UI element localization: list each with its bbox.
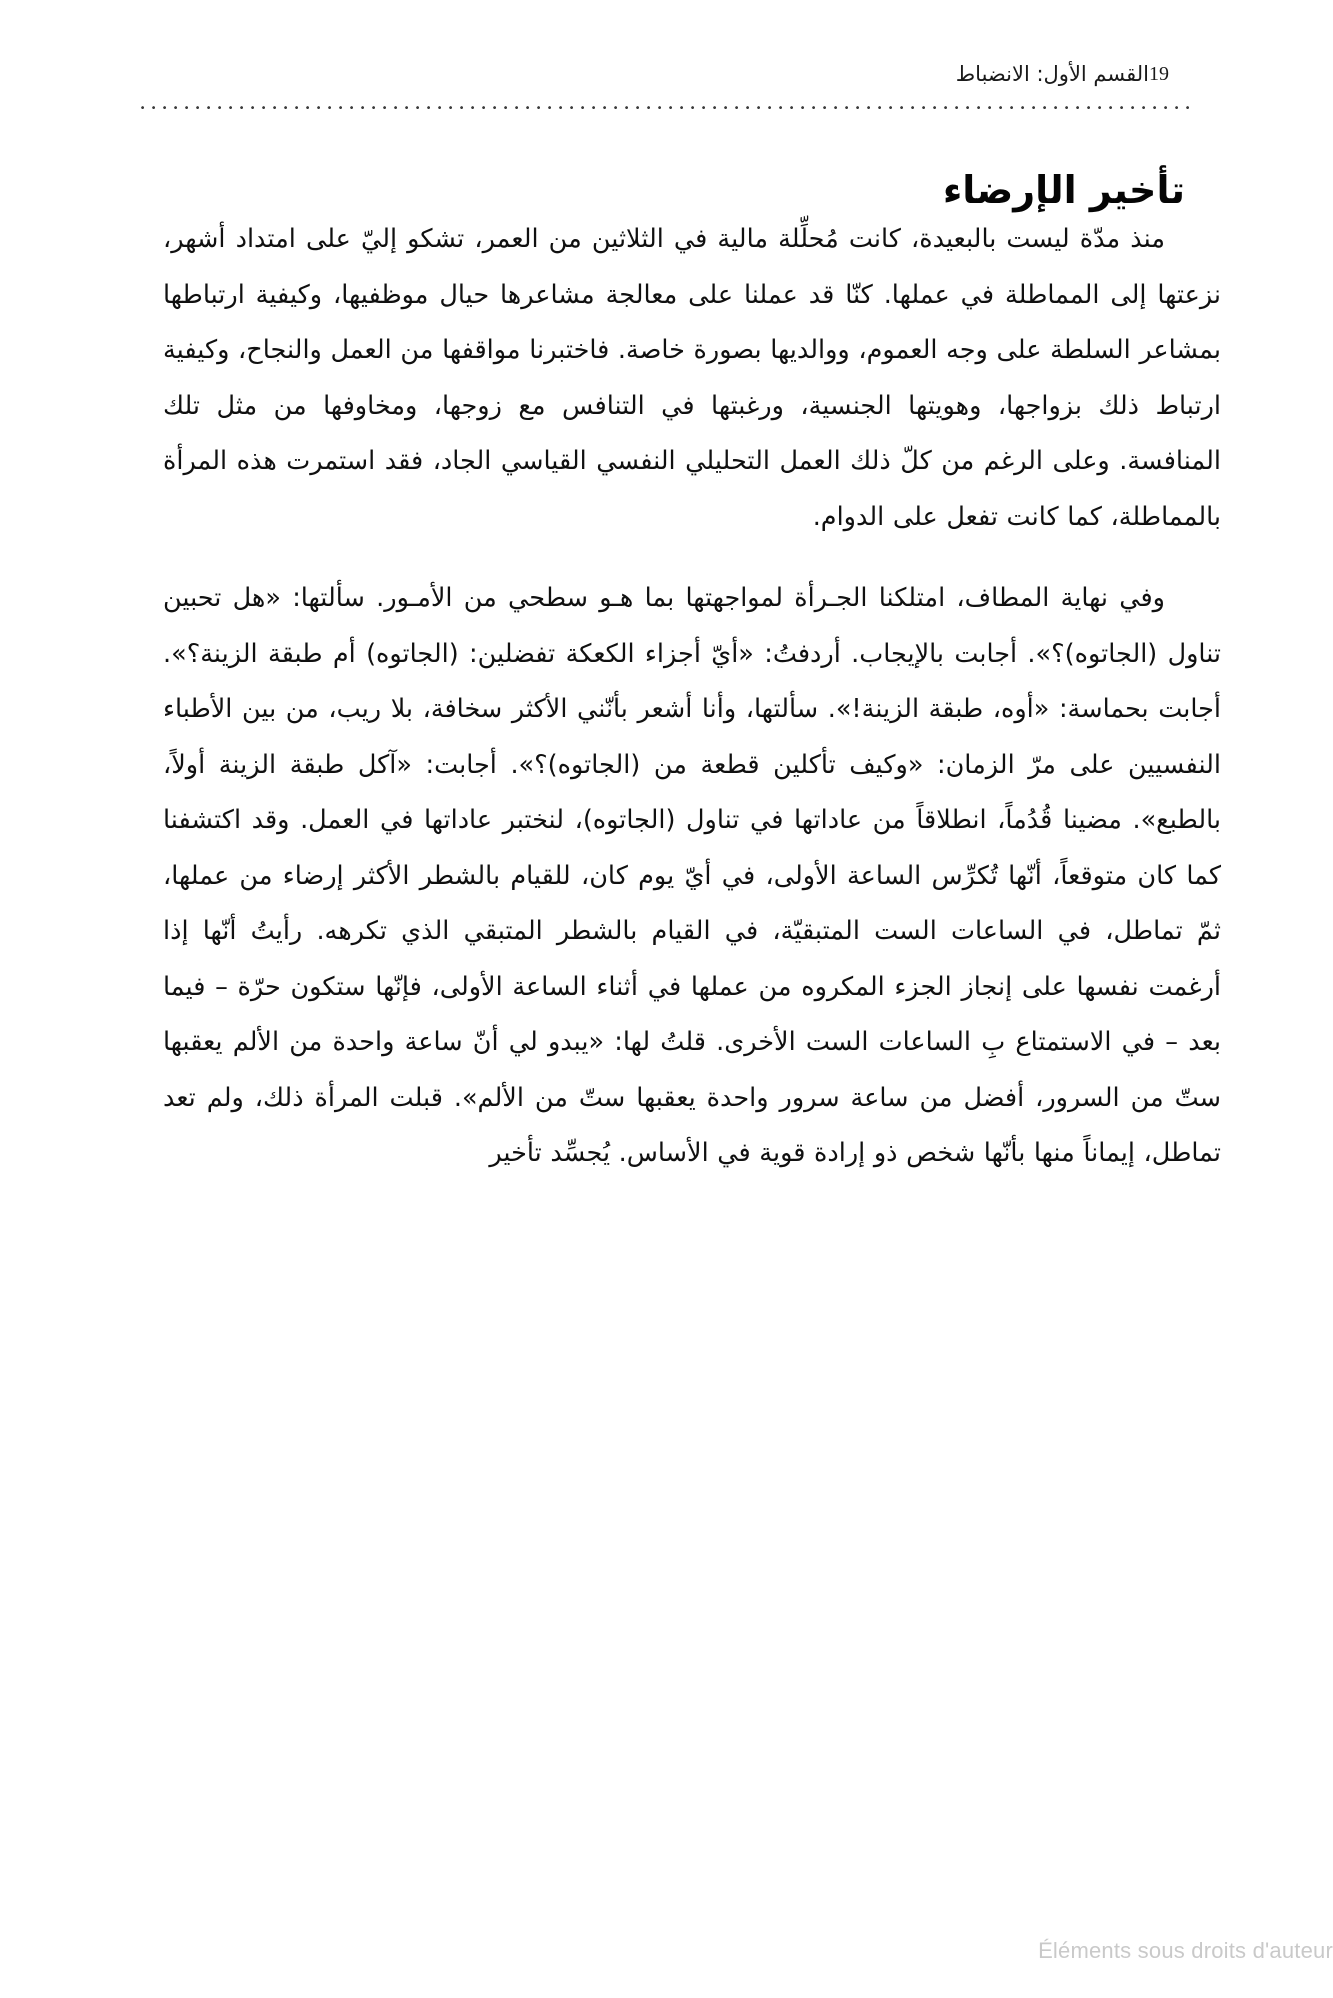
- body-text: [163, 212, 1221, 1182]
- copyright-watermark: Éléments sous droits d'auteur: [1038, 1938, 1333, 1963]
- page-title: تأخير الإرضاء: [942, 168, 1185, 213]
- paragraph-1: منذ مدّة ليست بالبعيدة، كانت مُحلِّلة مالية في الثلاثين من العمر، تشكو إليّ على امتداد أشهر، نزعتها إلى المماطلة في عملها. كنّا قد عملنا على معالجة مشاعرها حيال موظفيها، وكيفية ارتباطها بمشاعر السلطة على وجه العموم، ووالديها بصورة خاصة. فاختبرنا مواقفها من العمل والنجاح، وكيفية ارتباط ذلك بزواجها، وهويتها الجنسية، ورغبتها في التنافس مع زوجها، ومخاوفها من مثل تلك المنافسة. وعلى الرغم من كلّ ذلك العمل التحليلي النفسي القياسي الجاد، فقد استمرت هذه المرأة بالمماطلة، كما كانت تفعل على الدوام.: [163, 224, 1221, 532]
- running-head-title: القسم الأول: الانضباط: [955, 62, 1149, 86]
- paragraph-2: وفي نهاية المطاف، امتلكنا الجـرأة لمواجهتها بما هـو سطحي من الأمـور. سألتها: «هل تحبين تناول (الجاتوه)؟». أجابت بالإيجاب. أردفتُ: «أيّ أجزاء الكعكة تفضلين: (الجاتوه) أم طبقة الزينة؟». أجابت بحماسة: «أوه، طبقة الزينة!». سألتها، وأنا أشعر بأنّني الأكثر سخافة، بلا ريب، من بين الأطباء النفسيين على مرّ الزمان: «وكيف تأكلين قطعة من (الجاتوه)؟». أجابت: «آكل طبقة الزينة أولاً، بالطبع». مضينا قُدُماً، انطلاقاً من عاداتها في تناول (الجاتوه)، لنختبر عاداتها في العمل. وقد اكتشفنا كما كان متوقعاً، أنّها تُكرِّس الساعة الأولى، في أيّ يوم كان، للقيام بالشطر الأكثر إرضاء من عملها، ثمّ تماطل، في الساعات الست المتبقيّة، في القيام بالشطر المتبقي الذي تكرهه. رأيتُ أنّها إذا أرغمت نفسها على إنجاز الجزء المكروه من عملها في أثناء الساعة الأولى، فإنّها ستكون حرّة – فيما بعد – في الاستمتاع بِ الساعات الست الأخرى. قلتُ لها: «يبدو لي أنّ ساعة واحدة من الألم يعقبها ستّ من السرور، أفضل من ساعة سرور واحدة يعقبها ستّ من الألم». قبلت المرأة ذلك، ولم تعد تماطل، إيماناً منها بأنّها شخص ذو إرادة قوية في الأساس. يُجسِّد تأخير: [163, 583, 1221, 1168]
- page-number: 19: [1149, 63, 1169, 85]
- running-head: [148, 62, 1185, 87]
- header-divider: [141, 106, 1193, 110]
